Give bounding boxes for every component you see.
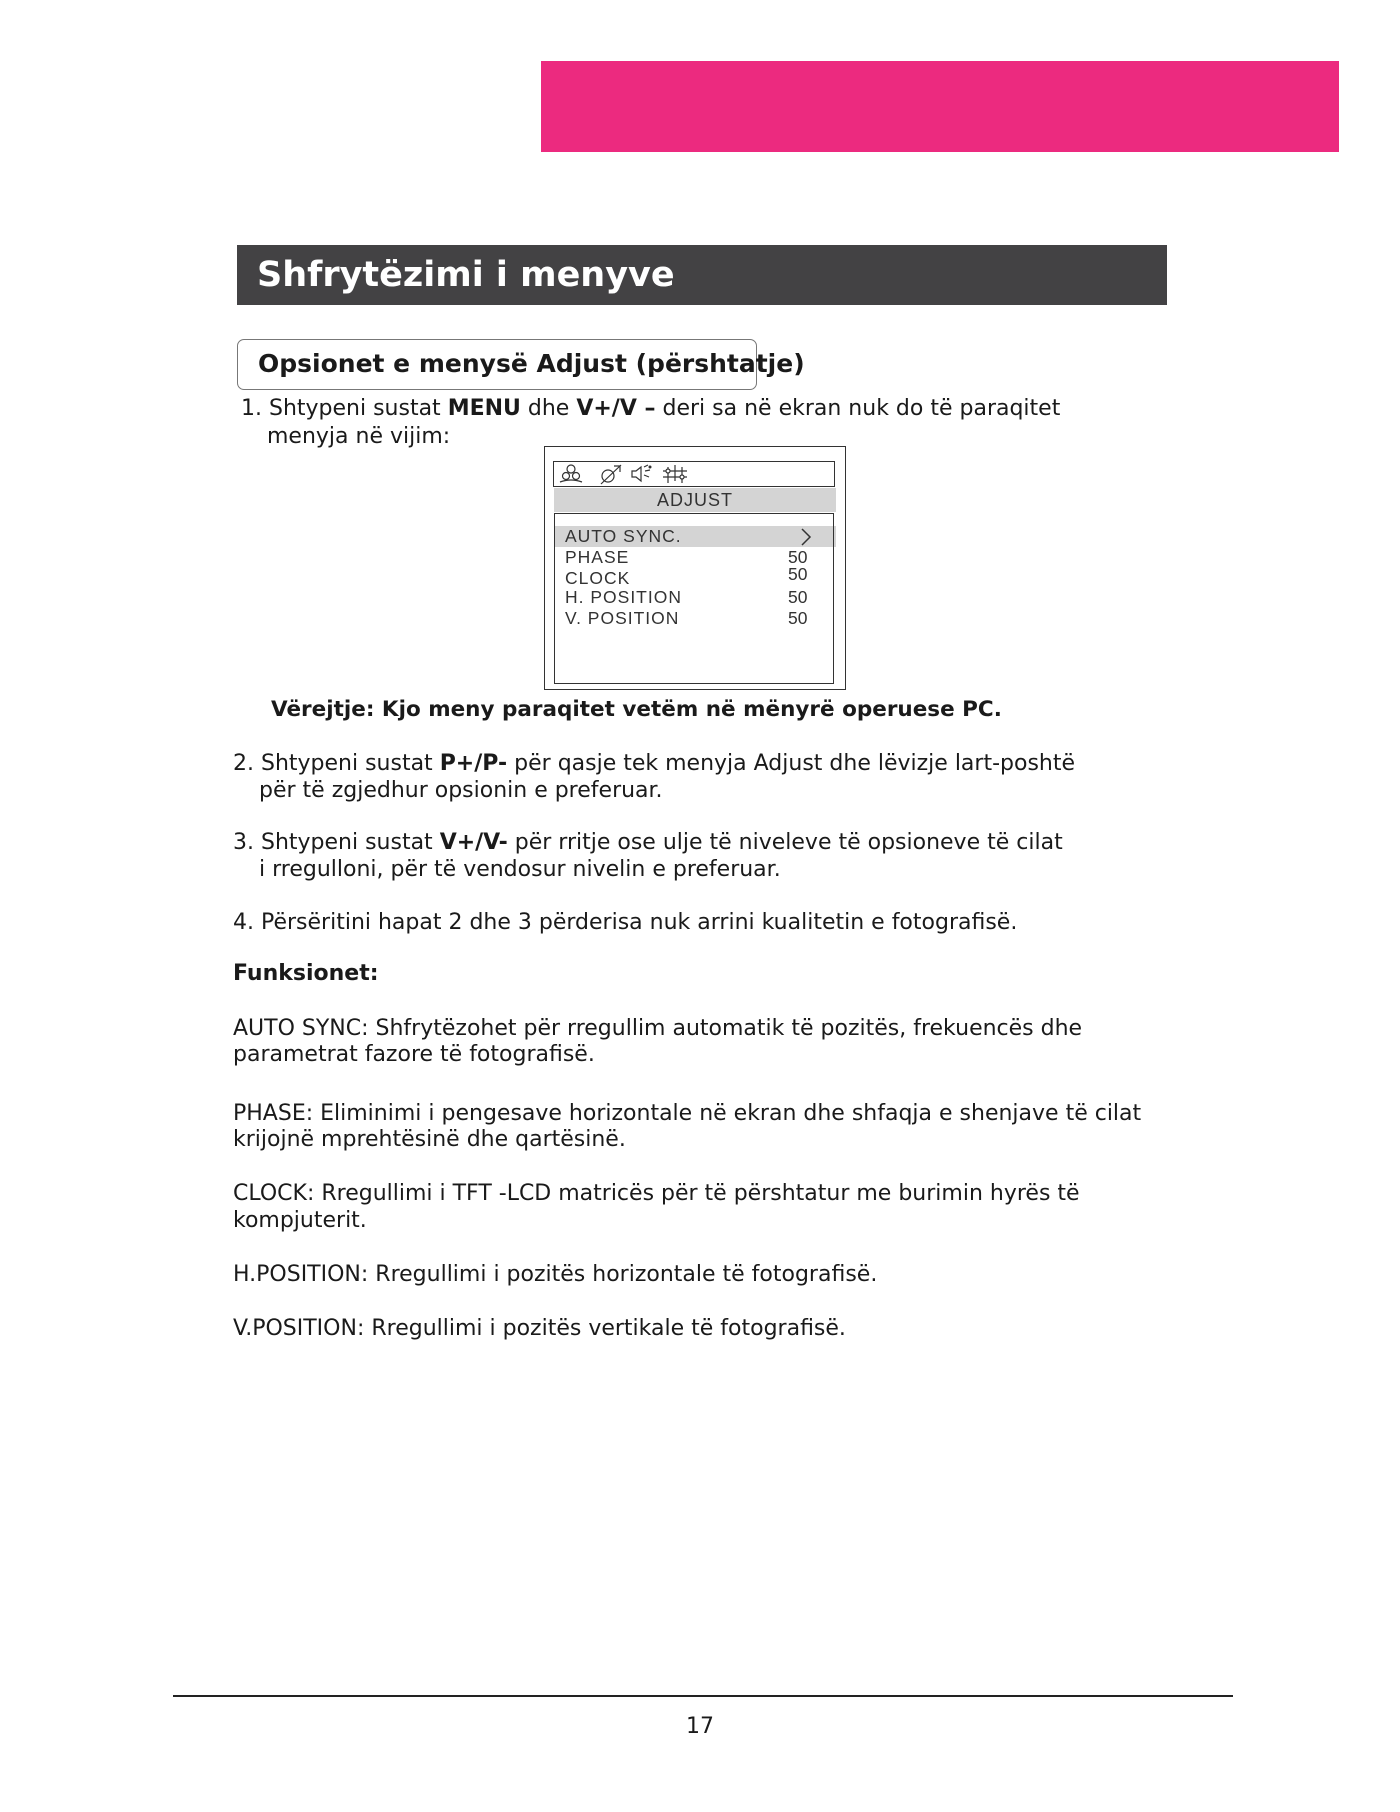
menu-item-clock: CLOCK 50 <box>565 564 808 588</box>
section-title: Opsionet e menysë Adjust (përshtatje) <box>258 349 805 378</box>
function-clock: CLOCK: Rregullimi i TFT -LCD matricës për të përshtatur me burimin hyrës të <box>233 1181 1080 1206</box>
header-banner <box>541 61 1339 152</box>
menu-item-v-position: V. POSITION 50 <box>565 608 808 628</box>
menu-item-h-position: H. POSITION 50 <box>565 587 808 607</box>
function-clock-line-2: kompjuterit. <box>233 1208 367 1233</box>
menu-item-phase: PHASE 50 <box>565 547 808 567</box>
functions-heading: Funksionet: <box>233 961 379 986</box>
step-4: 4. Përsëritini hapat 2 dhe 3 përderisa nuk arrini kualitetin e fotografisë. <box>233 910 1018 935</box>
function-auto-sync-line-2: parametrat fazore të fotografisë. <box>233 1042 595 1067</box>
note: Vërejtje: Kjo meny paraqitet vetëm në mënyrë operuese PC. <box>271 697 1002 722</box>
volume-keys-2: V+/V- <box>439 830 508 855</box>
menu-title: ADJUST <box>554 488 836 512</box>
sound-icon <box>629 463 655 485</box>
step-2: 2. Shtypeni sustat P+/P- për qasje tek menyja Adjust dhe lëvizje lart-poshtë <box>233 751 1076 776</box>
function-h-position: H.POSITION: Rregullimi i pozitës horizontale të fotografisë. <box>233 1262 878 1287</box>
menu-key: MENU <box>447 396 521 421</box>
step-2-line-2: për të zgjedhur opsionin e preferuar. <box>259 778 663 803</box>
volume-keys: V+/V – <box>576 396 656 421</box>
step-1-line-2: menyja në vijim: <box>267 424 451 449</box>
footer-divider <box>173 1695 1233 1697</box>
page-title: Shfrytëzimi i menyve <box>237 245 1167 305</box>
menu-item-auto-sync: AUTO SYNC. <box>554 526 836 547</box>
chevron-right-icon <box>800 528 812 546</box>
function-v-position: V.POSITION: Rregullimi i pozitës vertikale të fotografisë. <box>233 1316 846 1341</box>
program-keys: P+/P- <box>439 751 508 776</box>
step-3: 3. Shtypeni sustat V+/V- për rritje ose ulje të niveleve të opsioneve të cilat <box>233 830 1063 855</box>
step-3-line-2: i rregulloni, për të vendosur nivelin e preferuar. <box>259 857 781 882</box>
function-phase-line-2: krijojnë mprehtësinë dhe qartësinë. <box>233 1127 626 1152</box>
page-number: 17 <box>686 1714 714 1739</box>
adjust-menu-figure <box>544 446 846 690</box>
function-phase: PHASE: Eliminimi i pengesave horizontale në ekran dhe shfaqja e shenjave të cilat <box>233 1101 1142 1126</box>
color-icon <box>598 463 624 485</box>
function-auto-sync: AUTO SYNC: Shfrytëzohet për rregullim automatik të pozitës, frekuencës dhe <box>233 1016 1083 1041</box>
menu-icon-bar <box>553 461 835 487</box>
picture-icon <box>556 463 586 485</box>
menu-divider <box>554 513 834 523</box>
step-1: 1. Shtypeni sustat MENU dhe V+/V – deri sa në ekran nuk do të paraqitet <box>241 396 1061 421</box>
setup-icon <box>660 463 690 485</box>
